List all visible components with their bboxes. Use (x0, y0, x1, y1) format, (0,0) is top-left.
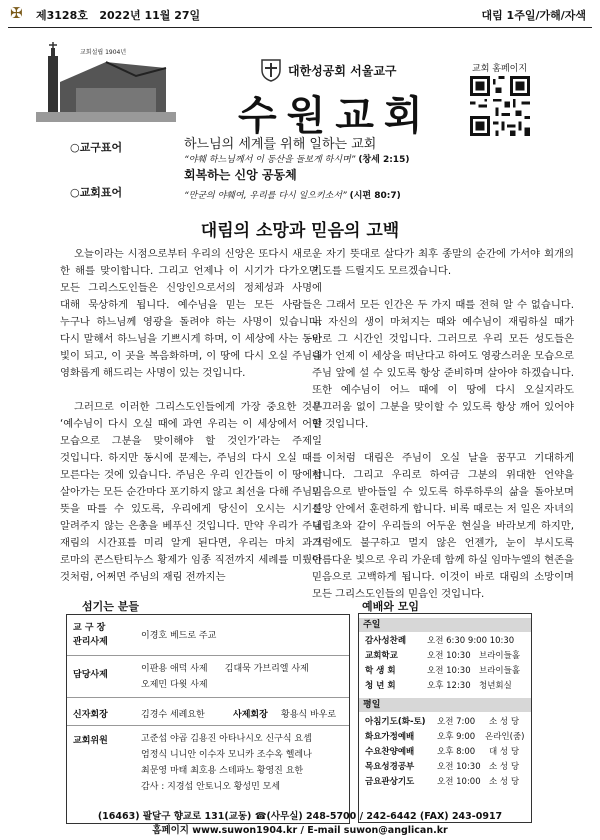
footer-address: (16463) 팔달구 향교로 131(교동) ☎(사무실) 248-5700 / 242-6442 (FAX) 243-0917 (97, 811, 503, 822)
weekday-header: 평일 (359, 698, 531, 712)
service-place: 대 성 당 (489, 747, 520, 757)
service-name: 수요찬양예배 (365, 747, 415, 757)
service-time: 오전 10:00 (437, 777, 481, 787)
staff-row (67, 701, 349, 726)
article-left-column (60, 246, 322, 603)
staff-names: 황용식 바우로 (281, 710, 337, 720)
service-name: 감사성찬례 (365, 636, 407, 646)
article-title: 대림의 소망과 믿음의 고백 (200, 221, 400, 241)
service-name: 화요가정예배 (365, 732, 415, 742)
service-name: 교회학교 (365, 651, 398, 661)
church-motto-block (70, 181, 122, 200)
issue-date: 2022년 11월 27일 (99, 9, 201, 22)
staff-names: 이판용 애덕 사제 김대묵 가브리엘 사제 오제민 다윗 사제 (141, 664, 309, 690)
sunday-header: 주일 (359, 618, 531, 632)
service-name: 금요관상기도 (365, 777, 415, 787)
parish-verse-ref: (창세 2:15) (358, 155, 410, 165)
staff-box (66, 614, 350, 824)
parish-verse-text: “야훼 하느님께서 이 동산을 돌보게 하시며” (184, 155, 356, 165)
service-name: 아침기도(화-토) (365, 717, 426, 727)
article-right-column (312, 246, 574, 620)
service-time: 오전 10:30 (427, 666, 471, 676)
parish-motto: 하느님의 세계를 위해 일하는 교회 (184, 137, 377, 152)
staff-section-title: 섬기는 분들 (82, 600, 139, 613)
qr-label: 교회 홈페이지 (472, 64, 528, 74)
staff-role: 사제회장 (233, 710, 268, 720)
service-time: 오전 7:00 (437, 717, 476, 727)
services-box (358, 613, 532, 823)
article-paragraph: 그래서 모든 인간은 두 가지 때를 전혀 알 수 없습니다. 나 자신의 생이 마쳐지는 때와 예수님이 재림하실 때가 바로 그 시간인 것입니다. 그러므로 우리 모든 성도들은 내가 언제 이 세상을 떠난다고 하여도 영광스러운 모습으로 주님 앞에 설 수 있도록 항상 준비하며 살아야 하겠습니다. 또한 예수님이 어느 때에 이 땅에 다시 오실지라도 부끄러움 없이 그분을 맞이할 수 있도록 항상 깨어 있어야 할 것입니다. (312, 299, 574, 430)
service-row (359, 715, 531, 729)
service-place: 소 성 당 (489, 717, 520, 727)
header-divider (8, 27, 592, 28)
service-time: 오전 10:30 (427, 651, 471, 661)
article-paragraph: 그러므로 이러한 그리스도인들에게 가장 중요한 것은 ‘예수님이 다시 오실 때에 과연 우리는 이 세상에서 어떤 모습으로 그분을 맞이해야 할 것인가’라는 주제일 것입니다. 하지만 동시에 문제는, 주님의 다시 오실 때를 모른다는 것에 있습니다. 주님은 우리 인간들이 이 땅에서 살아가는 모든 순간마다 포기하지 않고 최선을 다해 주님의 뜻을 따를 수 있도록, 우리에게 당신이 오시는 시기를 알려주지 않는 은총을 베푸신 것입니다. 만약 우리가 주님 재림의 시간표를 미리 알게 된다면, 우리는 마치 과거 로마의 콘스탄티누스 황제가 임종 직전까지 세례를 미뤘던 것처럼, 어쩌면 주님의 재림 전까지는 (60, 401, 322, 583)
photo-caption: 교회설립 1904년 (80, 49, 127, 56)
staff-names: 김경수 세례요한 (141, 710, 205, 720)
service-place: 브라이들홀 (479, 666, 521, 676)
diocese-emblem-icon (260, 58, 282, 82)
service-time: 오전 6:30 9:00 10:30 (427, 636, 515, 646)
service-row (359, 649, 531, 663)
article-paragraph: 자기 뜻대로 살다가 최후 종말의 순간에 가서야 회개의 기도를 드릴지도 모르겠습니다. (312, 248, 574, 277)
church-name: 수원교회 (238, 92, 433, 139)
staff-role: 담당사제 (73, 670, 108, 680)
diocese-name: 대한성공회 서울교구 (288, 64, 397, 78)
service-place: 소 성 당 (489, 777, 520, 787)
service-name: 학 생 회 (365, 666, 396, 676)
staff-role: 신자회장 (73, 710, 108, 720)
service-place: 소 성 당 (489, 762, 520, 772)
church-motto-label: ○교회표어 (70, 186, 123, 199)
qr-code-icon (470, 76, 530, 136)
services-section-title: 예배와 모임 (362, 600, 419, 613)
issue-info (36, 7, 200, 23)
parish-motto-verse (184, 152, 409, 165)
service-time: 오전 10:30 (437, 762, 481, 772)
staff-row (67, 729, 349, 819)
service-row (359, 760, 531, 774)
church-building-image (36, 42, 176, 122)
church-motto: 회복하는 신앙 공동체 (184, 168, 297, 182)
church-verse-text: “만군의 야훼여, 우리를 다시 일으키소서” (184, 191, 347, 201)
footer-web: 홈페이지 www.suwon1904.kr / E-mail suwon@anglican.kr (152, 825, 448, 836)
parish-motto-block (70, 136, 122, 155)
church-motto-verse (184, 188, 401, 201)
staff-row (67, 621, 349, 656)
church-verse-ref: (시편 80:7) (349, 191, 401, 201)
staff-role: 교 구 장 관리사제 (73, 623, 108, 647)
service-place: 청년회실 (479, 681, 512, 691)
service-name: 목요성경공부 (365, 762, 415, 772)
service-place: 브라이들홀 (479, 651, 521, 661)
staff-names: 고준섭 야곱 김용진 아타나시오 신구식 요셉 엄정식 니니안 이수자 모니카 조수옥 헬레나 최문영 마태 최호용 스테파노 황영진 요한 감사 : 지경섭 안토니오 황성민 모세 (141, 734, 312, 792)
staff-row (67, 659, 349, 698)
service-name: 청 년 회 (365, 681, 396, 691)
service-row (359, 775, 531, 789)
service-place: 온라인(줌) (485, 732, 525, 742)
service-row (359, 679, 531, 693)
staff-role: 교회위원 (73, 736, 108, 746)
service-row (359, 745, 531, 759)
issue-number: 제3128호 (36, 9, 88, 22)
service-time: 오후 9:00 (437, 732, 476, 742)
parish-motto-label: ○교구표어 (70, 141, 123, 154)
staff-names: 이경호 베드로 주교 (141, 631, 217, 641)
service-time: 오후 12:30 (427, 681, 471, 691)
cross-icon: ✠ (10, 4, 23, 22)
service-row (359, 664, 531, 678)
service-time: 오후 8:00 (437, 747, 476, 757)
service-row (359, 634, 531, 648)
article-paragraph: 이처럼 대림은 주님이 오실 날을 꿈꾸고 기대하게 합니다. 그리고 우리로 하여금 그분의 위대한 언약을 믿음으로 받아들일 수 있도록 하루하루의 삶을 돌아보며 신앙 안에서 훈련하게 합니다. 비록 때로는 저 일은 자녀의 대립초와 같이 우리들의 어두운 현실을 바라보게 하지만, 그럼에도 불구하고 멀지 않은 언젠가, 눈이 부시도록 아름다운 빛으로 우리 가운데 함께 하실 임마누엘의 현존을 믿음으로 고백하게 됩니다. 이것이 바로 대림의 소망이며 모든 그리스도인들의 믿음인 것입니다. (312, 452, 574, 600)
liturgical-season: 대림 1주일/가해/자색 (481, 9, 586, 22)
service-row (359, 730, 531, 744)
article-paragraph: 오늘이라는 시점으로부터 우리의 신앙은 또다시 새로운 한 해를 맞이합니다. 그리고 언제나 이 시기가 다가오면, 모든 그리스도인들은 신앙인으로서의 정체성과 사명에 대해 묵상하게 됩니다. 예수님을 믿는 모든 사람들은 누구나 하느님께 영광을 돌려야 하는 사명이 있습니다. 다시 말해서 하느님을 기쁘시게 하며, 이 세상에 사는 동안 빛이 되고, 이 곳을 복음화하며, 이 땅에 다시 오실 주님을 영화롭게 해드리는 사명이 있는 것입니다. (60, 248, 322, 379)
